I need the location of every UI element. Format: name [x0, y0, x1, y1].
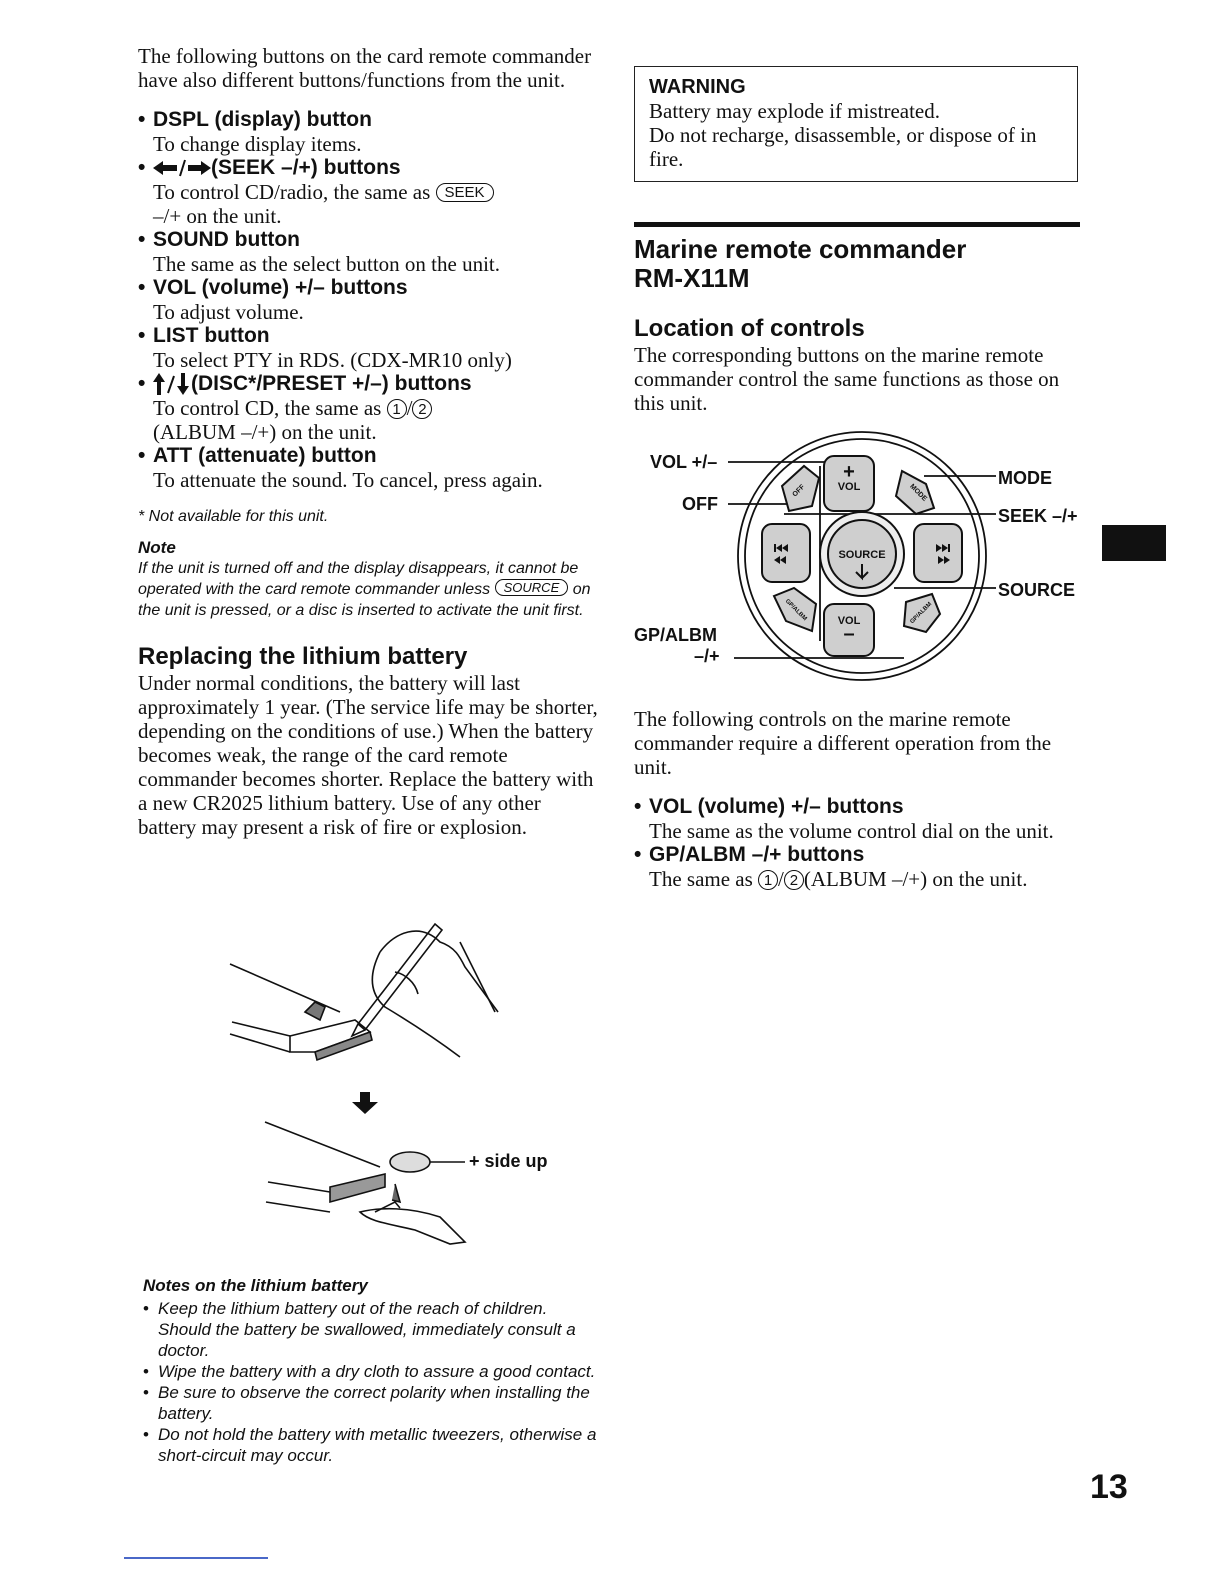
- bullet-heading: DSPL (display) button: [153, 108, 372, 131]
- gp-albm-label: GP/ALBM: [634, 625, 717, 645]
- page-title: Marine remote commander RM-X11M: [634, 234, 967, 293]
- seek-label: SEEK –/+: [998, 506, 1078, 526]
- seek-minus-button: [762, 524, 810, 582]
- notes-list: [143, 1298, 603, 1466]
- seek-plus-button: [914, 524, 962, 582]
- warning-line: Do not recharge, disassemble, or dispose of in fire.: [649, 123, 1037, 171]
- footnote: * Not available for this unit.: [138, 508, 329, 525]
- battery-heading: Replacing the lithium battery: [138, 643, 468, 670]
- marine-control-list: [634, 795, 1084, 891]
- battery-notes: [143, 1275, 603, 1466]
- mode-button-label: MODE: [908, 483, 928, 503]
- bullet-desc: To adjust volume.: [153, 300, 304, 324]
- bullet-heading: VOL (volume) +/– buttons: [153, 276, 408, 299]
- plus-side-up-label: + side up: [469, 1151, 548, 1171]
- note-text: If the unit is turned off and the display disappears, it cannot be operated with the card remote commander unless SOURCE on the unit is pressed, or a disc is inserted to activate the unit first.: [138, 560, 591, 619]
- source-key-icon: SOURCE: [495, 579, 569, 596]
- bullet-heading: GP/ALBM –/+ buttons: [649, 843, 865, 866]
- vol-top-label: VOL: [837, 481, 861, 493]
- bullet-desc: To select PTY in RDS. (CDX-MR10 only): [153, 348, 512, 372]
- vol-plus-glyph: +: [843, 461, 855, 483]
- bullet-heading: ATT (attenuate) button: [153, 444, 377, 467]
- key-2-icon: 2: [412, 399, 432, 419]
- vol-minus-glyph: –: [843, 623, 855, 645]
- list-item: • DSPL (display) button To change display items.: [138, 108, 598, 156]
- up-down-arrows-icon: [153, 372, 191, 396]
- bullet-heading: VOL (volume) +/– buttons: [649, 795, 904, 818]
- bullet-heading: (DISC*/PRESET +/–) buttons: [191, 372, 472, 395]
- bullet-desc: The same as the select button on the unit.: [153, 252, 500, 276]
- page-number: 13: [1090, 1468, 1128, 1506]
- list-item: • SOUND button The same as the select button on the unit.: [138, 228, 598, 276]
- key-2-icon: 2: [784, 870, 804, 890]
- list-item: • (DISC*/PRESET +/–) buttons To control CD, the same as 1 / 2 (ALBUM –/+) on the unit.: [138, 372, 598, 444]
- bullet-heading: LIST button: [153, 324, 270, 347]
- notes-title: Notes on the lithium battery: [143, 1276, 368, 1295]
- card-remote-button-list: [138, 108, 598, 492]
- list-item: • LIST button To select PTY in RDS. (CDX-MR10 only): [138, 324, 598, 372]
- list-item: • Be sure to observe the correct polarity when installing the battery.: [143, 1383, 590, 1423]
- battery-replacement-figure: [220, 912, 580, 1252]
- list-item: • Do not hold the battery with metallic tweezers, otherwise a short-circuit may occur.: [143, 1425, 597, 1465]
- list-item: • Keep the lithium battery out of the reach of children. Should the battery be swallowed, immediately consult a doctor.: [143, 1299, 576, 1360]
- bullet-desc: The same as 1 / 2 (ALBUM –/+) on the unit.: [649, 867, 1028, 891]
- off-button-label: OFF: [791, 483, 807, 499]
- seek-arrows-icon: [153, 156, 211, 180]
- list-item: • (SEEK –/+) buttons To control CD/radio, the same as SEEK –/+ on the unit.: [138, 156, 598, 228]
- down-arrow-icon: [352, 1092, 378, 1114]
- list-item: • ATT (attenuate) button To attenuate the sound. To cancel, press again.: [138, 444, 598, 492]
- key-1-icon: 1: [387, 399, 407, 419]
- section-divider: [634, 222, 1080, 227]
- gp-right-label: GP/ALBM: [909, 601, 934, 626]
- remote-diagram-svg: [634, 426, 1084, 686]
- list-item: • Wipe the battery with a dry cloth to assure a good contact.: [143, 1362, 596, 1381]
- source-button-label: SOURCE: [838, 549, 886, 561]
- right-column: [634, 66, 1084, 415]
- intro-text: The following buttons on the card remote commander have also different buttons/functions from the unit.: [138, 44, 592, 92]
- footer-line: [124, 1557, 268, 1559]
- bullet-heading: SOUND button: [153, 228, 300, 251]
- bullet-desc: To attenuate the sound. To cancel, press again.: [153, 468, 543, 492]
- off-label: OFF: [682, 494, 718, 514]
- list-item: • VOL (volume) +/– buttons To adjust volume.: [138, 276, 598, 324]
- gp-albm-sign-label: –/+: [694, 646, 720, 666]
- mode-label: MODE: [998, 468, 1052, 488]
- warning-box: [634, 66, 1078, 182]
- bullet-desc: To control CD/radio, the same as SEEK –/+ on the unit.: [138, 180, 598, 228]
- section-tab-marker: [1102, 525, 1166, 561]
- source-label: SOURCE: [998, 580, 1076, 600]
- location-text: The corresponding buttons on the marine remote commander control the same functions as those on this unit.: [634, 343, 1060, 415]
- note-title: Note: [138, 538, 176, 557]
- seek-key-icon: SEEK: [436, 183, 494, 202]
- key-1-icon: 1: [758, 870, 778, 890]
- bullet-heading: (SEEK –/+) buttons: [211, 156, 401, 179]
- vol-bottom-label: VOL: [837, 615, 861, 627]
- list-item: • GP/ALBM –/+ buttons The same as 1 / 2 (ALBUM –/+) on the unit.: [634, 843, 1084, 891]
- bullet-desc: To change display items.: [153, 132, 362, 156]
- following-text: The following controls on the marine remote commander require a different operation from the unit.: [634, 707, 1052, 779]
- left-column: [138, 44, 598, 839]
- battery-illustration: [220, 912, 580, 1252]
- controls-section: [634, 707, 1084, 891]
- location-heading: Location of controls: [634, 315, 865, 342]
- bullet-desc: To control CD, the same as 1 / 2 (ALBUM –/+) on the unit.: [138, 396, 598, 444]
- warning-line: Battery may explode if mistreated.: [649, 99, 940, 123]
- list-item: • VOL (volume) +/– buttons The same as the volume control dial on the unit.: [634, 795, 1084, 843]
- warning-title: WARNING: [649, 76, 746, 98]
- remote-diagram: [634, 426, 1084, 686]
- vol-label: VOL +/–: [650, 452, 718, 472]
- bullet-desc: The same as the volume control dial on the unit.: [649, 819, 1054, 843]
- gp-left-label: GP/ALBM: [783, 598, 808, 623]
- battery-text: Under normal conditions, the battery will last approximately 1 year. (The service life may be shorter, depending on the conditions of use.) When the battery becomes weak, the range of the card remote commander becomes shorter. Replace the battery with a new CR2025 lithium battery. Use of any other battery may present a risk of fire or explosion.: [138, 671, 598, 839]
